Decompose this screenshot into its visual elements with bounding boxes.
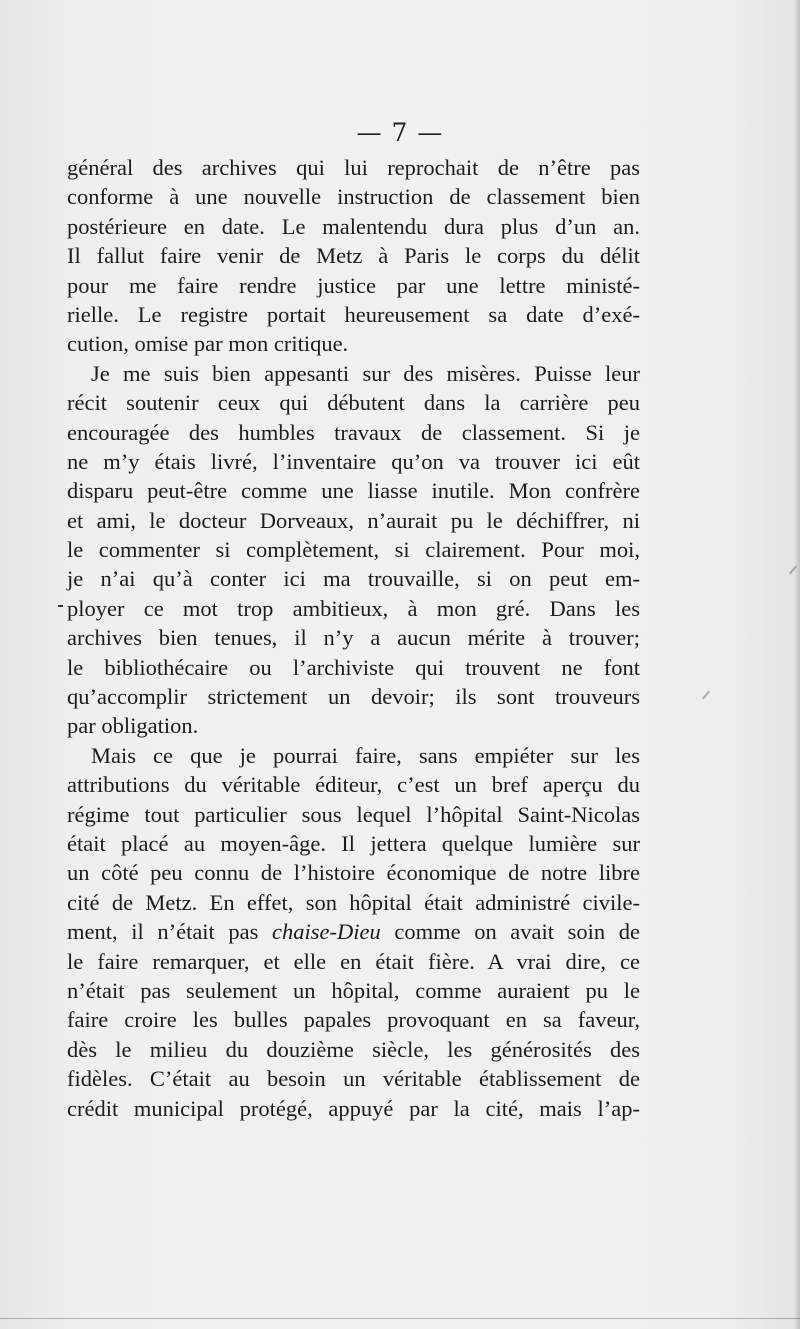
text-line [67, 506, 640, 535]
text-line [67, 1064, 640, 1093]
page-edge-shadow [794, 0, 800, 1329]
text-line [67, 711, 640, 740]
text-line [67, 623, 640, 652]
page-number: — 7 — [356, 118, 444, 147]
text-line [67, 271, 640, 300]
text-line-content: par obligation. [67, 713, 199, 739]
text-line-content: et ami, le docteur Dorveaux, n’aurait pu le déchiffrer, ni [67, 507, 640, 533]
text-line-content: ployer ce mot trop ambitieux, à mon gré. Dans les [67, 595, 640, 621]
text-line-content: le bibliothécaire ou l’archiviste qui trouvent ne font [67, 654, 640, 680]
text-line-content: Mais ce que je pourrai faire, sans empiéter sur les [91, 742, 640, 768]
text-line [67, 770, 640, 799]
italic-term: chaise-Dieu [272, 919, 381, 945]
paper-speck [702, 691, 710, 700]
text-line-content: dès le milieu du douzième siècle, les générosités des [67, 1036, 640, 1062]
text-line-content: n’était pas seulement un hôpital, comme auraient pu le [67, 977, 640, 1003]
text-line [67, 241, 640, 270]
text-line-continuation: comme on avait soin de [380, 919, 640, 945]
text-line-content: ne m’y étais livré, l’inventaire qu’on va trouver ici eût [67, 448, 640, 474]
text-line [67, 888, 640, 917]
text-line-content: pour me faire rendre justice par une lettre ministé- [67, 272, 640, 298]
text-line-content: postérieure en date. Le malentendu dura plus d’un an. [67, 213, 640, 239]
text-line [67, 800, 640, 829]
text-line [67, 976, 640, 1005]
text-line-content: le faire remarquer, et elle en était fière. A vrai dire, ce [67, 948, 640, 974]
text-line [67, 1094, 640, 1123]
text-line [67, 741, 640, 770]
text-line [67, 359, 640, 388]
text-line [67, 535, 640, 564]
text-line [67, 947, 640, 976]
text-line [67, 682, 640, 711]
text-line-content: Je me suis bien appesanti sur des misères. Puisse leur [91, 360, 640, 386]
text-line-content: cution, omise par mon critique. [67, 331, 349, 357]
margin-mark [58, 605, 63, 607]
text-line-content: attributions du véritable éditeur, c’est un bref aperçu du [67, 772, 640, 798]
text-line-content: rielle. Le registre portait heureusement sa date d’exé- [67, 301, 640, 327]
text-line-content: cité de Metz. En effet, son hôpital était administré civile- [67, 889, 640, 915]
text-line-content: qu’accomplir strictement un devoir; ils sont trouveurs [67, 684, 640, 710]
text-line-content: conforme à une nouvelle instruction de classement bien [67, 184, 640, 210]
text-line-content: Il fallut faire venir de Metz à Paris le corps du délit [67, 243, 640, 269]
text-line [67, 476, 640, 505]
text-line [67, 594, 640, 623]
text-line-content: régime tout particulier sous lequel l’hôpital Saint-Nicolas [67, 801, 640, 827]
text-line-content: un côté peu connu de l’histoire économique de notre libre [67, 860, 640, 886]
text-line [67, 212, 640, 241]
text-line-content: faire croire les bulles papales provoquant en sa faveur, [67, 1007, 640, 1033]
text-line [67, 1035, 640, 1064]
text-line [67, 653, 640, 682]
text-line [67, 858, 640, 887]
text-line-content: le commenter si complètement, si clairement. Pour moi, [67, 537, 640, 563]
text-line-content: général des archives qui lui reprochait de n’être pas [67, 155, 640, 180]
text-line-content: fidèles. C’était au besoin un véritable établissement de [67, 1066, 640, 1092]
text-line-content: disparu peut-être comme une liasse inutile. Mon confrère [67, 478, 640, 504]
text-line [67, 1005, 640, 1034]
text-line [67, 388, 640, 417]
text-line-content: encouragée des humbles travaux de classement. Si je [67, 419, 640, 445]
text-line [67, 418, 640, 447]
text-line-content: récit soutenir ceux qui débutent dans la carrière peu [67, 390, 640, 416]
text-line-content: ment, il n’était pas [67, 919, 273, 945]
text-line-content: archives bien tenues, il n’y a aucun mérite à trouver; [67, 625, 640, 651]
text-line [67, 300, 640, 329]
text-line [67, 917, 640, 946]
text-line [67, 829, 640, 858]
text-line [67, 329, 640, 358]
text-line [67, 153, 640, 182]
text-line [67, 182, 640, 211]
page-bottom-edge [0, 1318, 800, 1319]
text-line [67, 447, 640, 476]
text-line [67, 564, 640, 593]
body-text [67, 153, 640, 1123]
text-line-content: je n’ai qu’à conter ici ma trouvaille, si on peut em- [67, 566, 640, 592]
text-line-content: crédit municipal protégé, appuyé par la cité, mais l’ap- [67, 1095, 640, 1121]
text-line-content: était placé au moyen-âge. Il jettera quelque lumière sur [67, 830, 640, 856]
